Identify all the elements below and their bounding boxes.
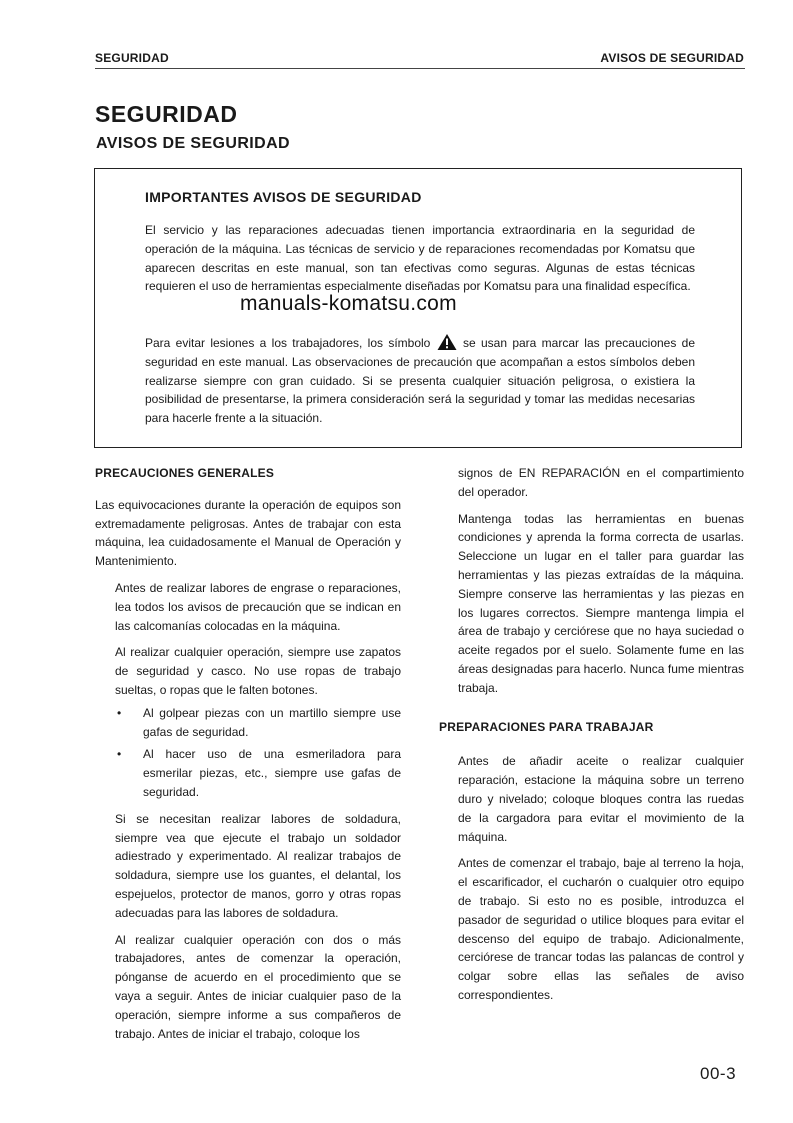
general-paragraph-3: Si se necesitan realizar labores de soldadura, siempre vea que ejecute el trabajo un soldador adiestrado y experimentado. Al realizar trabajos de soldadura, siempre use los guantes, el delantal, los espejuelos, protector de manos, gorro y otras ropas adecuadas para las labores de soldadura. bbox=[115, 811, 401, 920]
right-column bbox=[439, 464, 744, 1013]
bullet-item-1 bbox=[115, 704, 401, 742]
page-title: SEGURIDAD bbox=[95, 101, 238, 127]
notice-title: IMPORTANTES AVISOS DE SEGURIDAD bbox=[145, 189, 422, 205]
warning-triangle-icon bbox=[437, 333, 457, 351]
general-paragraph-4: Al realizar cualquier operación con dos o más trabajadores, antes de comenzar la operación, pónganse de acuerdo en el procedimiento que se vaya a seguir. Antes de iniciar cualquier paso de la operación, siempre informe a sus compañeros de trabajo. Antes de iniciar el trabajo, coloque los bbox=[115, 932, 401, 1041]
preparation-paragraph-1: Antes de añadir aceite o realizar cualquier reparación, estacione la máquina sobre un terreno duro y nivelado; coloque bloques contra las ruedas de la cargadora para evitar el movimiento de la máquina. bbox=[458, 754, 744, 844]
preparation-paragraph-2: Antes de comenzar el trabajo, baje al terreno la hoja, el escarificador, el cucharón o cualquier otro equipo de trabajo. Si esto no es posible, introduzca el pasador de seguridad o utilice bloques para evitar el descenso del equipo de trabajo. Adicionalmente, cerciórese de trancar todas las palancas de control y colgar sobre ellas las señales de aviso correspondientes. bbox=[458, 856, 744, 1002]
bullet-marker: • bbox=[117, 747, 122, 762]
bullet-text-1: Al golpear piezas con un martillo siempre use gafas de seguridad. bbox=[143, 705, 401, 739]
right-column-continued-text bbox=[439, 464, 744, 698]
notice-paragraph-2-end: se usan para marcar las precauciones de seguridad en este manual. Las observaciones de precaución que acompañan a estos símbolos deben realizarse siempre con gran cuidado. Si se presenta cualquier situación peligrosa, o existiera la posibilidad de presentarse, la primera consideración será la seguridad y tomar las medidas necesarias para hacerle frente a la situación. bbox=[145, 336, 696, 426]
general-precautions-list bbox=[95, 579, 401, 1043]
header-rule bbox=[95, 68, 745, 69]
continued-paragraph: signos de EN REPARACIÓN en el compartimiento del operador. bbox=[458, 466, 744, 499]
notice-paragraph-2-start: Para evitar lesiones a los trabajadores, los símbolo bbox=[145, 336, 431, 350]
tools-paragraph: Mantenga todas las herramientas en buenas condiciones y aprenda la forma correcta de usarlas. Seleccione un lugar en el taller para guardar las herramientas y las piezas extraídas de la máquina. Siempre conserve las herramientas y las piezas en los lugares correctos. Siempre mantenga limpia el área de trabajo y cerciórese que no haya suciedad o aceite regados por el suelo. Solamente fume en las áreas designadas para hacerlo. Nunca fume mientras trabaja. bbox=[458, 511, 744, 695]
general-paragraph-2: Al realizar cualquier operación, siempre use zapatos de seguridad y casco. No use ropas de trabajo sueltas, o ropas que le falten botones. bbox=[115, 645, 401, 697]
page-subtitle: AVISOS DE SEGURIDAD bbox=[96, 135, 290, 152]
bullet-text-2: Al hacer uso de una esmeriladora para esmerilar piezas, etc., siempre use gafas de seguridad. bbox=[143, 747, 401, 799]
watermark-text: manuals-komatsu.com bbox=[240, 292, 457, 315]
work-preparations-list bbox=[439, 752, 744, 1004]
running-header-right: AVISOS DE SEGURIDAD bbox=[600, 51, 744, 65]
general-intro-paragraph: Las equivocaciones durante la operación de equipos son extremadamente peligrosas. Antes de trabajar con esta máquina, lea cuidadosamente el Manual de Operación y Mantenimiento. bbox=[95, 497, 401, 569]
notice-paragraph-1: El servicio y las reparaciones adecuadas tienen importancia extraordinaria en la seguridad de operación de la máquina. Las técnicas de servicio y de reparaciones recomendadas por Komatsu que aparecen descritas en este manual, son tan efectivas como seguras. Algunas de estas técnicas requieren el uso de herramientas especialmente diseñadas por Komatsu para una finalidad específica. bbox=[145, 223, 695, 294]
general-paragraph-1: Antes de realizar labores de engrase o reparaciones, lea todos los avisos de precaución que se indican en las calcomanías colocadas en la máquina. bbox=[115, 580, 401, 633]
bullet-item-2 bbox=[115, 745, 401, 801]
left-column bbox=[95, 464, 401, 1051]
section-heading-general-precautions: PRECAUCIONES GENERALES bbox=[95, 466, 275, 480]
section-heading-work-preparations: PREPARACIONES PARA TRABAJAR bbox=[439, 719, 654, 734]
running-header-left: SEGURIDAD bbox=[95, 51, 169, 65]
bullet-marker: • bbox=[117, 705, 122, 720]
notice-paragraph-2 bbox=[145, 333, 695, 428]
page-number: 00-3 bbox=[700, 1064, 737, 1083]
